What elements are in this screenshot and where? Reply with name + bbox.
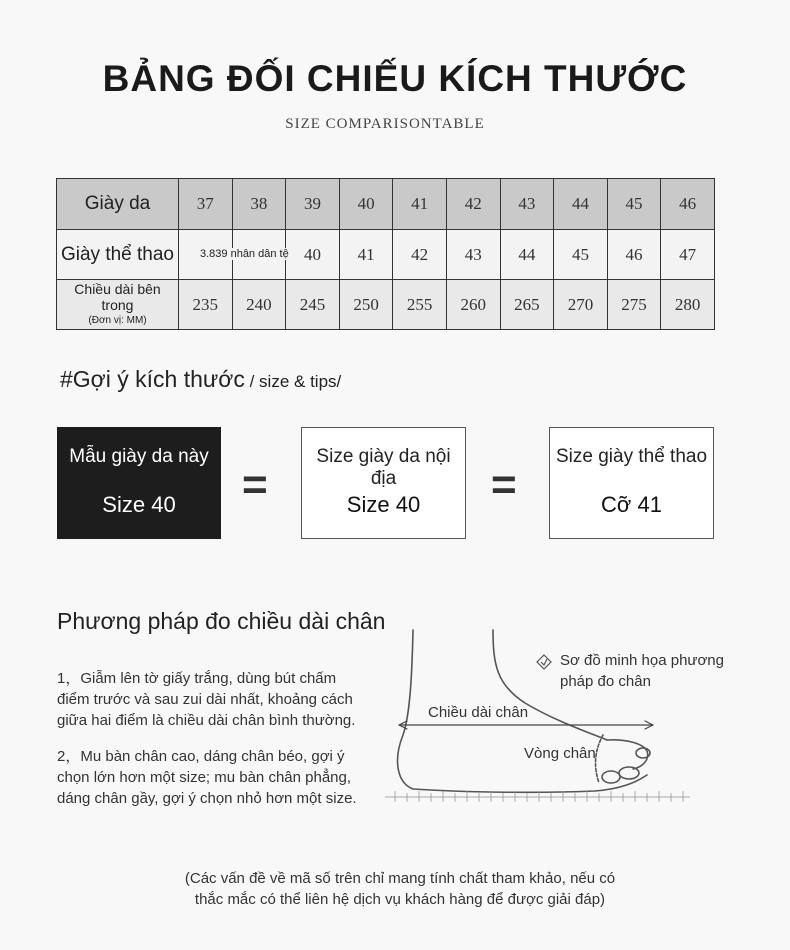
- table-cell: 47: [661, 230, 715, 280]
- table-cell: 240: [232, 280, 286, 330]
- tips-box-label: Size giày thể thao: [555, 446, 708, 467]
- row-label-leather: Giày da: [57, 179, 179, 230]
- tips-box-size: Size 40: [102, 492, 176, 517]
- tips-box-size: Size 40: [346, 492, 421, 517]
- tips-title: [60, 366, 341, 393]
- table-cell: 245: [286, 280, 340, 330]
- table-cell: 46: [607, 230, 661, 280]
- foot-girth-label: Vòng chân: [524, 745, 596, 762]
- table-cell: 42: [446, 179, 500, 230]
- row-label-unit: (Đơn vị: MM): [88, 314, 147, 326]
- table-row-leather: [57, 179, 715, 230]
- measure-title: Phương pháp đo chiều dài chân: [57, 608, 386, 634]
- table-cell: 255: [393, 280, 447, 330]
- table-cell: 275: [607, 280, 661, 330]
- table-cell: 280: [661, 280, 715, 330]
- tips-box-label: Size giày da nội địa: [316, 446, 451, 489]
- table-cell: 39: [286, 179, 340, 230]
- measure-step-2: 2，Mu bàn chân cao, dáng chân béo, gợi ý chọn lớn hơn một size; mu bàn chân phẳng, dáng chân gầy, gợi ý chọn nhỏ hơn một size.: [57, 748, 357, 807]
- table-row-length: [57, 280, 715, 330]
- table-cell: 250: [339, 280, 393, 330]
- tips-title-sub: / size & tips/: [244, 372, 342, 391]
- tips-box-label: Mẫu giày da này: [69, 446, 209, 467]
- table-cell: 43: [500, 179, 554, 230]
- page-subtitle: SIZE COMPARISONTABLE: [285, 116, 485, 132]
- equals-sign: =: [242, 460, 268, 509]
- table-cell: 45: [607, 179, 661, 230]
- table-cell: 260: [446, 280, 500, 330]
- tips-box-domestic: [301, 427, 466, 539]
- measure-step-1: 1，Giẫm lên tờ giấy trắng, dùng bút chấm điểm trước và sau zui dài nhất, khoảng cách giữa hai điểm là chiều dài chân bình thường.: [57, 670, 356, 729]
- foot-length-label: Chiều dài chân: [428, 704, 529, 721]
- table-cell: 270: [554, 280, 608, 330]
- price-overlay-text: 3.839 nhân dân tệ: [200, 248, 289, 260]
- table-cell: 44: [500, 230, 554, 280]
- table-cell: 45: [554, 230, 608, 280]
- table-cell: 46: [661, 179, 715, 230]
- tips-box-this-model: [57, 427, 221, 539]
- table-cell: 42: [393, 230, 447, 280]
- tips-box-sport: [549, 427, 714, 539]
- table-cell: 41: [393, 179, 447, 230]
- row-label-length-text: Chiều dài bên trong: [74, 280, 161, 313]
- table-cell: 38: [232, 179, 286, 230]
- table-cell: 43: [446, 230, 500, 280]
- size-table: [56, 178, 715, 330]
- tips-box-size: Cỡ 41: [601, 492, 662, 517]
- table-cell: 44: [554, 179, 608, 230]
- disclaimer-note: (Các vấn đề về mã số trên chỉ mang tính chất tham khảo, nếu có thắc mắc có thể liên hệ dịch vụ khách hàng để được giải đáp): [184, 870, 616, 908]
- row-label-sport: Giày thể thao: [57, 230, 179, 280]
- row-label-length: [57, 280, 179, 330]
- table-cell: 265: [500, 280, 554, 330]
- diamond-bullet-icon: [537, 655, 551, 669]
- tips-title-main: #Gợi ý kích thước: [60, 366, 245, 392]
- table-row-sport: [57, 230, 715, 280]
- table-cell: 40: [286, 230, 340, 280]
- table-cell: 235: [179, 280, 233, 330]
- table-cell: 40: [339, 179, 393, 230]
- table-cell: 41: [339, 230, 393, 280]
- illustration-caption: Sơ đồ minh họa phương pháp đo chân: [560, 652, 724, 690]
- page-title: BẢNG ĐỐI CHIẾU KÍCH THƯỚC: [102, 58, 688, 99]
- table-cell: 37: [179, 179, 233, 230]
- equals-sign: =: [491, 460, 517, 509]
